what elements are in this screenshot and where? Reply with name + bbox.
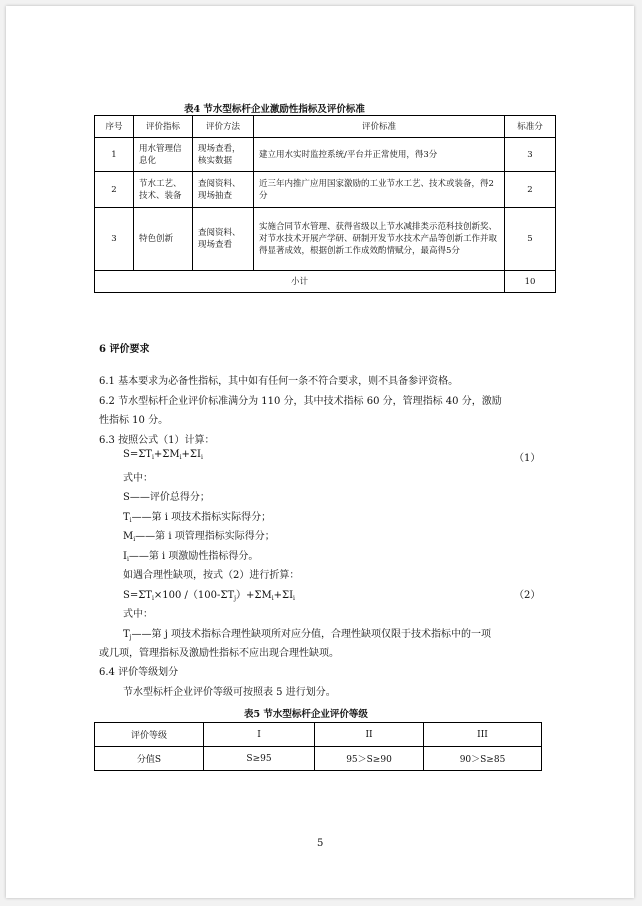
table5-cell: 评价等级 bbox=[95, 723, 204, 747]
table5-cell: III bbox=[424, 723, 542, 747]
table5-caption: 表5 节水型标杆企业评价等级 bbox=[244, 709, 368, 720]
table4-cell-method: 查阅资料、现场抽查 bbox=[193, 172, 254, 208]
definition-symbol: T bbox=[123, 512, 130, 523]
definition-sub: j bbox=[129, 634, 132, 641]
formula-1-part: S=ΣT bbox=[123, 449, 152, 460]
formula-2 bbox=[123, 586, 295, 602]
formula-1-number: （1） bbox=[514, 453, 541, 464]
table4-header-standard: 评价标准 bbox=[254, 116, 505, 138]
table-row bbox=[95, 138, 556, 172]
table4-subtotal-value: 10 bbox=[505, 271, 556, 293]
table4-header-no: 序号 bbox=[95, 116, 134, 138]
table5-cell: I bbox=[204, 723, 315, 747]
definition-symbol: I bbox=[123, 551, 127, 562]
definition-sub: i bbox=[126, 556, 129, 563]
table4-cell-indicator: 节水工艺、技术、装备 bbox=[134, 172, 193, 208]
table4-cell-standard: 实施合同节水管理、获得省级以上节水减排类示范科技创新奖、对节水技术开展产学研、研制开发节水技术产品等创新工作并取得显著成效，根据创新工作成效酌情赋分，最高得5分 bbox=[254, 208, 505, 271]
definition-tj bbox=[123, 625, 491, 641]
table-row bbox=[95, 723, 542, 747]
table4-cell-method: 查阅资料、现场查看 bbox=[193, 208, 254, 271]
table4-header-method: 评价方法 bbox=[193, 116, 254, 138]
table4-subtotal-label: 小计 bbox=[95, 271, 505, 293]
formula-1-part: +ΣM bbox=[153, 449, 180, 460]
definition-symbol: T bbox=[123, 629, 130, 640]
table4-cell-standard: 近三年内推广应用国家激励的工业节水工艺、技术或装备，得2分 bbox=[254, 172, 505, 208]
where-label-1: 式中： bbox=[123, 473, 153, 484]
definition-text: ——第 i 项管理指标实际得分； bbox=[135, 531, 275, 542]
table4-header-score: 标准分 bbox=[505, 116, 556, 138]
table4-header-row bbox=[95, 116, 556, 138]
table4-subtotal-row bbox=[95, 271, 556, 293]
definition-sub: i bbox=[133, 536, 136, 543]
conversion-note: 如遇合理性缺项，按式（2）进行折算： bbox=[123, 570, 300, 581]
table4-header-indicator: 评价指标 bbox=[134, 116, 193, 138]
table4-cell-no: 1 bbox=[95, 138, 134, 172]
page-number: 5 bbox=[317, 838, 324, 849]
definition-sub: i bbox=[129, 517, 132, 524]
document-page bbox=[6, 6, 634, 898]
definition-t bbox=[123, 508, 271, 524]
formula-2-part: +ΣI bbox=[273, 590, 294, 601]
table5 bbox=[94, 722, 542, 771]
formula-2-part: S=ΣT bbox=[123, 590, 152, 601]
table-row bbox=[95, 747, 542, 771]
table4-cell-score: 5 bbox=[505, 208, 556, 271]
table4-cell-indicator: 用水管理信息化 bbox=[134, 138, 193, 172]
definition-s: S——评价总得分； bbox=[123, 492, 210, 503]
paragraph-6-1: 6.1 基本要求为必备性指标，其中如有任何一条不符合要求，则不具备参评资格。 bbox=[99, 376, 459, 387]
formula-2-sub: i bbox=[293, 595, 295, 602]
definition-i bbox=[123, 547, 258, 563]
table4-cell-score: 3 bbox=[505, 138, 556, 172]
formula-2-part: ×100 /（100-ΣT bbox=[153, 590, 235, 601]
table4-cell-score: 2 bbox=[505, 172, 556, 208]
table5-cell: 分值S bbox=[95, 747, 204, 771]
table4 bbox=[94, 115, 556, 293]
formula-2-sub: i bbox=[151, 595, 154, 602]
formula-1-part: +ΣI bbox=[181, 449, 201, 460]
formula-2-number: （2） bbox=[514, 590, 541, 601]
table4-caption: 表4 节水型标杆企业激励性指标及评价标准 bbox=[184, 104, 365, 115]
table4-cell-no: 2 bbox=[95, 172, 134, 208]
definition-m bbox=[123, 527, 275, 543]
table5-cell: 95＞S≥90 bbox=[315, 747, 424, 771]
where-label-2: 式中： bbox=[123, 609, 153, 620]
section-heading: 6 评价要求 bbox=[99, 344, 150, 355]
table5-cell: 90＞S≥85 bbox=[424, 747, 542, 771]
formula-2-part: ）+ΣM bbox=[236, 590, 272, 601]
definition-symbol: M bbox=[123, 531, 134, 542]
paragraph-6-4-body: 节水型标杆企业评价等级可按照表 5 进行划分。 bbox=[123, 687, 336, 698]
table4-cell-standard: 建立用水实时监控系统/平台并正常使用，得3分 bbox=[254, 138, 505, 172]
table5-cell: S≥95 bbox=[204, 747, 315, 771]
definition-text: ——第 i 项激励性指标得分。 bbox=[128, 551, 259, 562]
paragraph-6-2-cont: 性指标 10 分。 bbox=[99, 415, 169, 426]
paragraph-6-2: 6.2 节水型标杆企业评价标准满分为 110 分，其中技术指标 60 分，管理指标 40 分，激励 bbox=[99, 396, 502, 407]
formula-1-sub: i bbox=[200, 454, 203, 461]
table4-cell-no: 3 bbox=[95, 208, 134, 271]
definition-tj-cont: 或几项，管理指标及激励性指标不应出现合理性缺项。 bbox=[99, 648, 339, 659]
paragraph-6-3: 6.3 按照公式（1）计算： bbox=[99, 435, 215, 446]
table5-cell: II bbox=[315, 723, 424, 747]
table-row bbox=[95, 208, 556, 271]
formula-2-sub: i bbox=[271, 595, 274, 602]
formula-1-sub: i bbox=[151, 454, 154, 461]
formula-1 bbox=[123, 449, 203, 461]
table-row bbox=[95, 172, 556, 208]
paragraph-6-4: 6.4 评价等级划分 bbox=[99, 667, 179, 678]
table4-cell-method: 现场查看，核实数据 bbox=[193, 138, 254, 172]
formula-1-sub: i bbox=[179, 454, 182, 461]
table4-cell-indicator: 特色创新 bbox=[134, 208, 193, 271]
formula-2-sub: j bbox=[234, 595, 237, 602]
definition-text: ——第 j 项技术指标合理性缺项所对应分值，合理性缺项仅限于技术指标中的一项 bbox=[131, 629, 492, 640]
definition-text: ——第 i 项技术指标实际得分； bbox=[131, 512, 272, 523]
